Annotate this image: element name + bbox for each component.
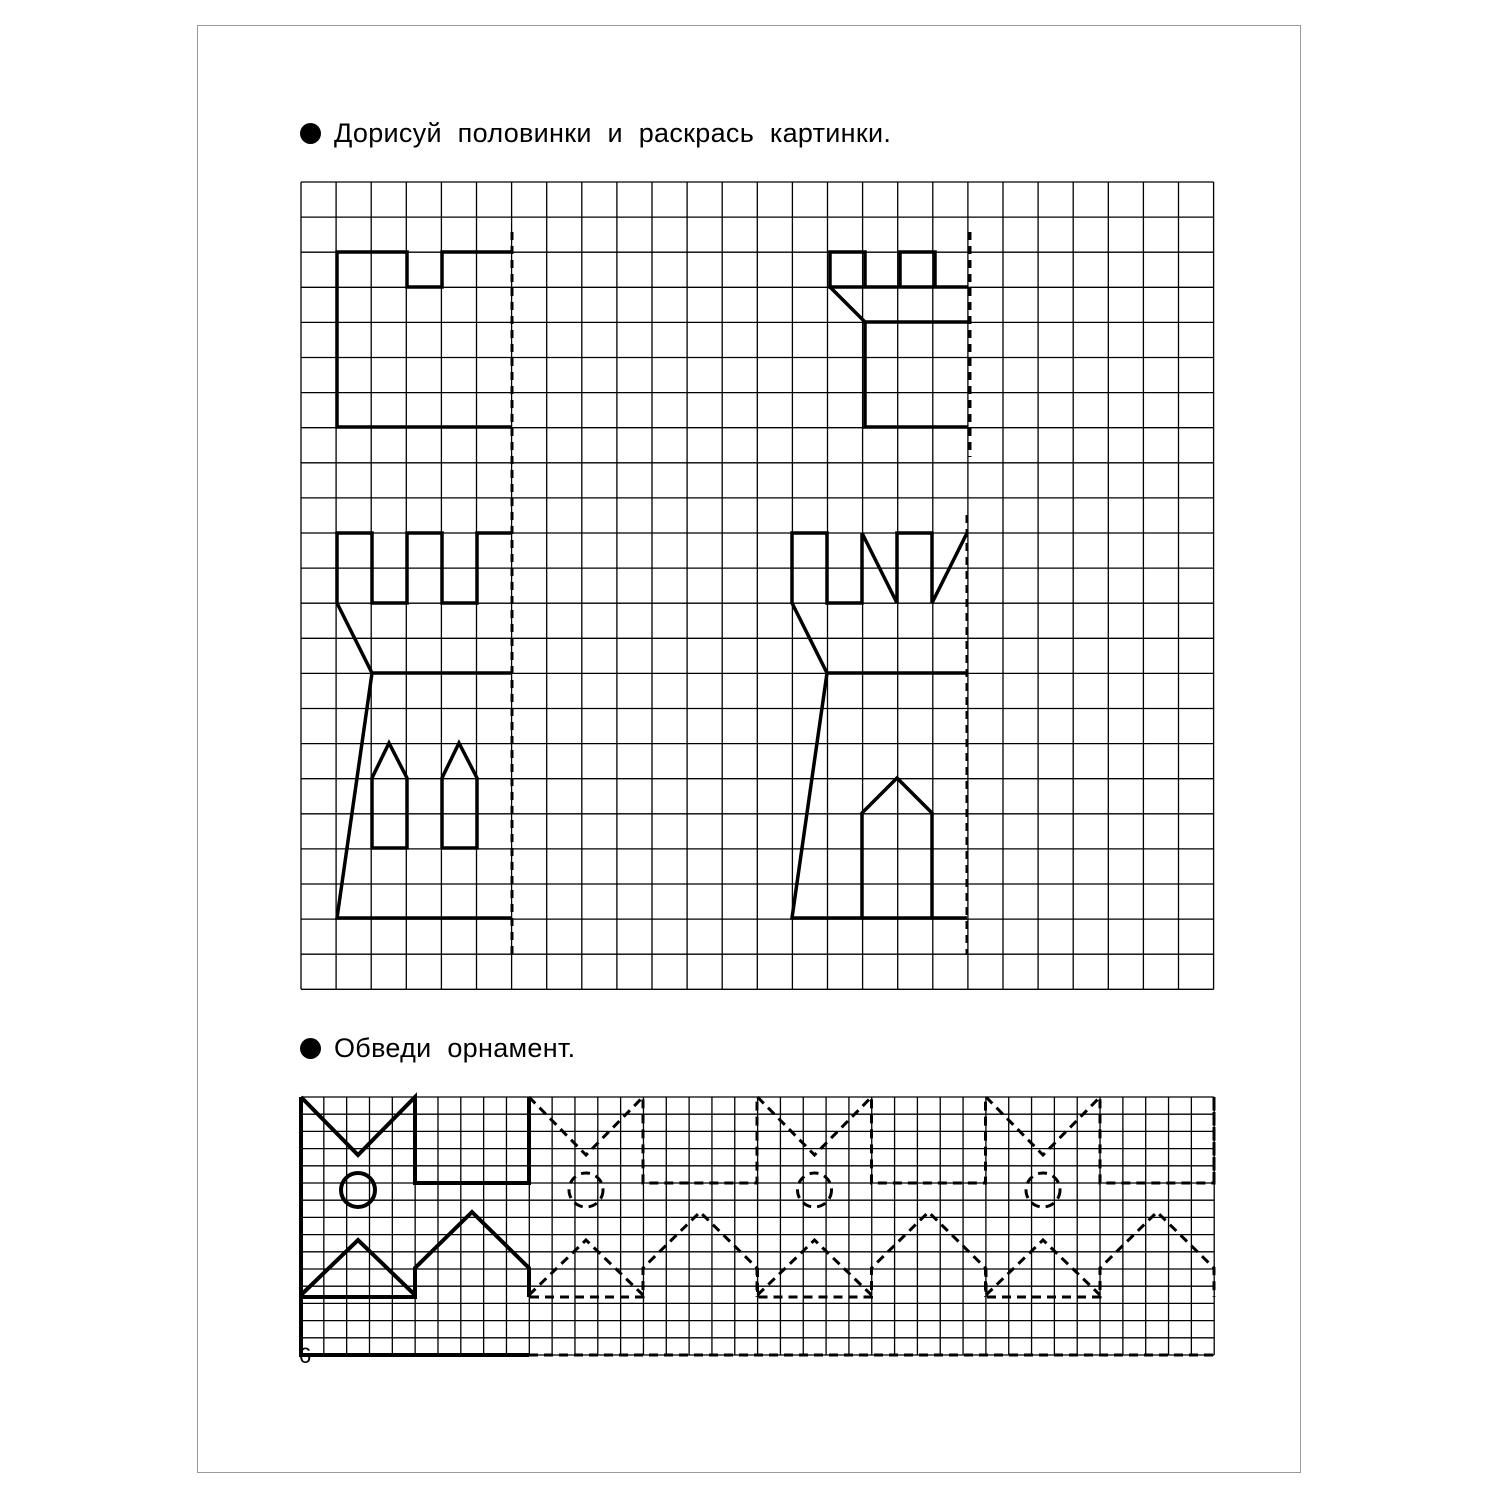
- page-number: 6: [299, 1343, 312, 1368]
- task-2-text: Обведи орнамент.: [334, 1033, 576, 1063]
- tower-half-2: [830, 252, 968, 427]
- door: [862, 778, 932, 918]
- tower-half-1: [337, 252, 512, 427]
- tower-half-3: [337, 533, 512, 918]
- symmetry-lines: [512, 232, 970, 955]
- task-1-text: Дорисуй половинки и раскрась картинки.: [334, 118, 892, 148]
- tower-half-4: [792, 533, 967, 918]
- window-1: [372, 743, 407, 848]
- grid-upper: [301, 182, 1214, 989]
- window-2: [442, 743, 477, 848]
